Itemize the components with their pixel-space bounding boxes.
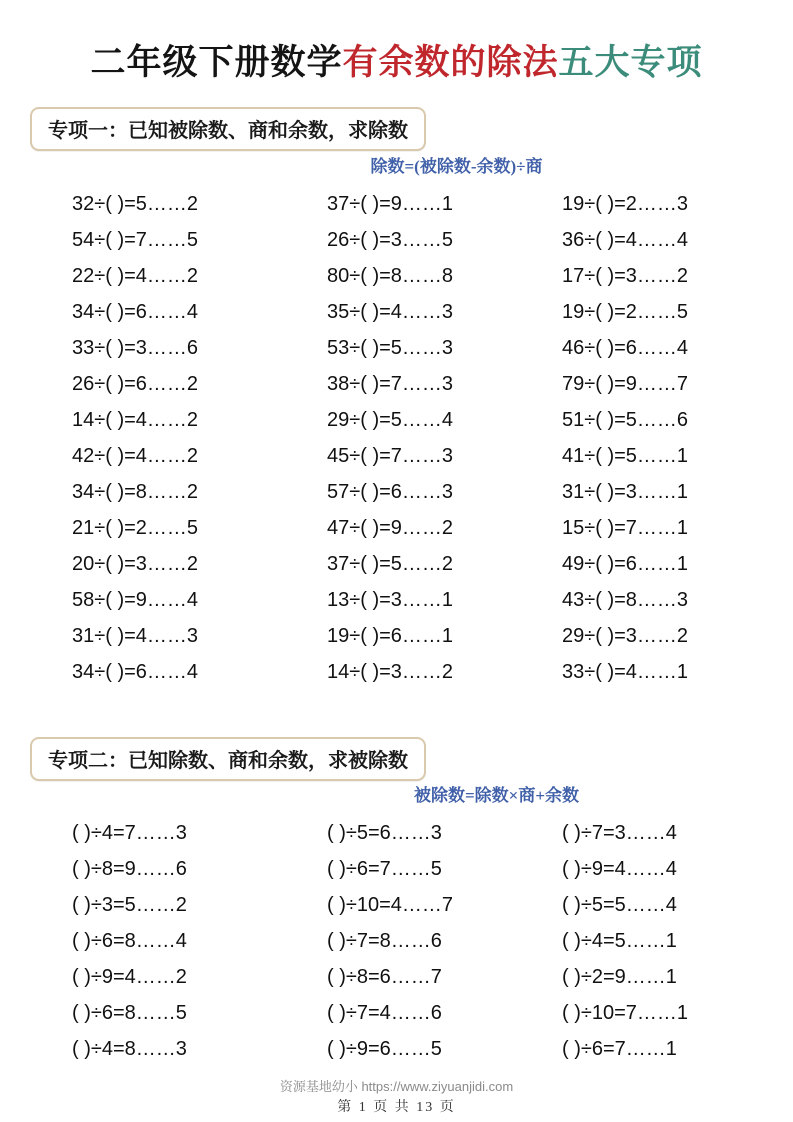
problem-item: ( )÷9=4……4 — [562, 858, 677, 880]
problem-item: 21÷( )=2……5 — [72, 517, 199, 539]
problem-item: 15÷( )=7……1 — [562, 517, 689, 539]
problem-item: 33÷( )=4……1 — [562, 661, 689, 683]
problem-item: ( )÷2=9……1 — [562, 966, 677, 988]
problem-item: 31÷( )=4……3 — [72, 625, 199, 647]
problem-item: ( )÷8=9……6 — [72, 858, 187, 880]
problem-item: ( )÷6=8……5 — [72, 1002, 187, 1024]
problem-item: 49÷( )=6……1 — [562, 553, 689, 575]
problem-item: ( )÷5=5……4 — [562, 894, 677, 916]
problem-item: ( )÷6=7……1 — [562, 1038, 677, 1060]
problem-item: 45÷( )=7……3 — [327, 445, 454, 467]
problem-item: 37÷( )=5……2 — [327, 553, 454, 575]
problem-item: 37÷( )=9……1 — [327, 193, 454, 215]
problem-item: 19÷( )=2……3 — [562, 193, 689, 215]
problem-item: 57÷( )=6……3 — [327, 481, 454, 503]
problem-item: ( )÷10=7……1 — [562, 1002, 689, 1024]
problem-item: 19÷( )=2……5 — [562, 301, 689, 323]
problem-item: ( )÷6=7……5 — [327, 858, 442, 880]
problem-item: 58÷( )=9……4 — [72, 589, 199, 611]
problem-item: 20÷( )=3……2 — [72, 553, 199, 575]
problem-item: 46÷( )=6……4 — [562, 337, 689, 359]
problem-grid-2 — [0, 815, 793, 1067]
problem-item: 35÷( )=4……3 — [327, 301, 454, 323]
title-part-black: 二年级下册数学 — [90, 43, 343, 82]
problem-item: ( )÷9=6……5 — [327, 1038, 442, 1060]
problem-item: 26÷( )=6……2 — [72, 373, 199, 395]
section-header-1: 专项一：已知被除数、商和余数，求除数 — [30, 107, 426, 151]
problem-item: 29÷( )=5……4 — [327, 409, 454, 431]
section-formula-1: 除数=(被除数-余数)÷商 — [370, 157, 543, 176]
problem-item: 32÷( )=5……2 — [72, 193, 199, 215]
problem-item: 43÷( )=8……3 — [562, 589, 689, 611]
problem-item: 42÷( )=4……2 — [72, 445, 199, 467]
problem-item: 79÷( )=9……7 — [562, 373, 689, 395]
problem-item: ( )÷7=8……6 — [327, 930, 442, 952]
problem-item: ( )÷5=6……3 — [327, 822, 442, 844]
problem-item: 31÷( )=3……1 — [562, 481, 689, 503]
section-header-2: 专项二：已知除数、商和余数，求被除数 — [30, 737, 426, 781]
problem-item: 33÷( )=3……6 — [72, 337, 199, 359]
problem-item: 19÷( )=6……1 — [327, 625, 454, 647]
problem-item: 29÷( )=3……2 — [562, 625, 689, 647]
problem-item: 26÷( )=3……5 — [327, 229, 454, 251]
page-title — [0, 44, 793, 83]
section-formula-2: 被除数=除数×商+余数 — [413, 786, 580, 805]
watermark-text: 资源基地幼小 https://www.ziyuanjidi.com — [279, 1079, 514, 1094]
page-number-label: 第 1 页 共 13 页 — [337, 1100, 456, 1115]
title-part-red: 有余数的除法 — [342, 43, 559, 82]
problem-item: 22÷( )=4……2 — [72, 265, 199, 287]
problem-item: 53÷( )=5……3 — [327, 337, 454, 359]
problem-item: ( )÷9=4……2 — [72, 966, 187, 988]
title-part-green: 五大专项 — [558, 43, 703, 82]
problem-item: 80÷( )=8……8 — [327, 265, 454, 287]
problem-item: 51÷( )=5……6 — [562, 409, 689, 431]
problem-item: ( )÷8=6……7 — [327, 966, 442, 988]
problem-item: 47÷( )=9……2 — [327, 517, 454, 539]
problem-item: ( )÷10=4……7 — [327, 894, 454, 916]
problem-item: 34÷( )=6……4 — [72, 301, 199, 323]
problem-item: 14÷( )=4……2 — [72, 409, 199, 431]
problem-item: 14÷( )=3……2 — [327, 661, 454, 683]
problem-item: ( )÷7=4……6 — [327, 1002, 442, 1024]
problem-item: ( )÷4=7……3 — [72, 822, 187, 844]
problem-item: ( )÷4=5……1 — [562, 930, 677, 952]
problem-item: 41÷( )=5……1 — [562, 445, 689, 467]
problem-item: 34÷( )=8……2 — [72, 481, 199, 503]
problem-item: 54÷( )=7……5 — [72, 229, 199, 251]
problem-item: 38÷( )=7……3 — [327, 373, 454, 395]
problem-item: 17÷( )=3……2 — [562, 265, 689, 287]
problem-item: 36÷( )=4……4 — [562, 229, 689, 251]
problem-item: 13÷( )=3……1 — [327, 589, 454, 611]
problem-item: ( )÷4=8……3 — [72, 1038, 187, 1060]
problem-item: 34÷( )=6……4 — [72, 661, 199, 683]
problem-grid-1 — [0, 186, 793, 690]
problem-item: ( )÷6=8……4 — [72, 930, 187, 952]
problem-item: ( )÷3=5……2 — [72, 894, 187, 916]
problem-item: ( )÷7=3……4 — [562, 822, 677, 844]
